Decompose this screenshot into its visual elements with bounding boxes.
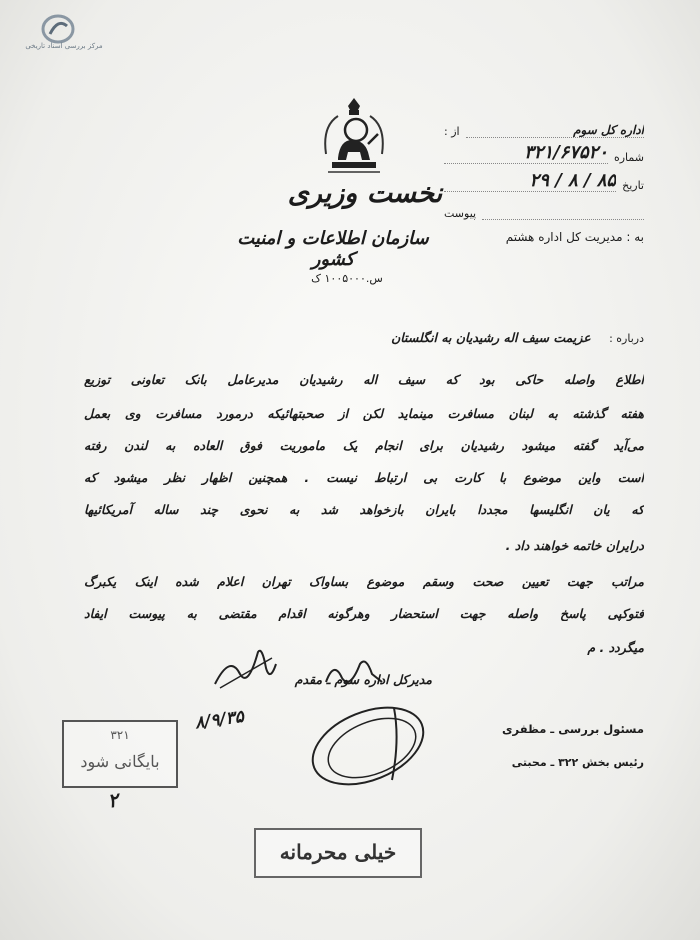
classification-stamp xyxy=(254,828,422,878)
to-value: مدیریت کل اداره هشتم xyxy=(505,230,623,244)
subject-label: درباره : xyxy=(609,332,644,345)
letterhead-subtitle: سازمان اطلاعات و امنیت کشور xyxy=(237,228,429,270)
handwritten-date: ۸/۹/۳۵ xyxy=(193,706,246,734)
body-line: اطلاع واصله حاکی بود که سیف اله رشیدیان مدیرعامل بانک تعاونی توزیع xyxy=(84,372,644,387)
number-label: شماره xyxy=(613,151,644,164)
large-signature xyxy=(296,690,436,800)
body-line: میگردد . م xyxy=(587,640,644,655)
date-label: تاریخ xyxy=(622,179,644,192)
number-field xyxy=(444,142,644,164)
body-line: فتوکپی پاسخ واصله جهت استحضار وهرگونه اقدام مقتضی به پیوست ایفاد xyxy=(84,606,644,621)
attachment-label: پیوست xyxy=(444,207,477,220)
section-head-line: رئیس بخش ۳۲۲ ـ محبتی xyxy=(511,756,644,769)
archive-stamp-number: ۳۲۱ xyxy=(110,728,130,742)
date-field xyxy=(444,170,644,192)
director-signature-line: مدیرکل اداره سوم ـ مقدم xyxy=(294,672,432,687)
body-line: هفته گذشته به لبنان مسافرت مینماید لکن از صحبتهائیکه درمورد مسافرت وی بعمل xyxy=(84,406,644,421)
from-label: از : xyxy=(444,125,460,138)
archive-logo-icon xyxy=(40,14,76,44)
handwritten-number: ۲ xyxy=(106,789,121,813)
officer-line: مسئول بررسی ـ مظفری xyxy=(502,722,644,736)
subject-text: عزیمت سیف اله رشیدیان به انگلستان xyxy=(391,330,591,345)
from-field xyxy=(444,116,644,138)
watermark-text: مرکز بررسی اسناد تاریخی xyxy=(25,42,103,50)
classification-stamp-text: خیلی محرمانه xyxy=(279,840,397,864)
body-line: که یان انگلیسها مجددا بایران بازخواهد شد به نحوی چند ساله آمریکائیها xyxy=(84,502,644,517)
letterhead-code: س.۱۰۰۵۰۰۰ ک xyxy=(311,272,383,285)
archive-stamp xyxy=(62,720,178,788)
body-line: مراتب جهت تعیین صحت وسقم موضوع بساواک تهران اعلام شده اینک یکبرگ xyxy=(84,574,644,589)
archive-stamp-text: بایگانی شود xyxy=(80,752,160,771)
body-line: می‌آید گفته میشود رشیدیان برای انجام یک ماموریت فوق العاده به لندن رفته xyxy=(84,438,644,453)
attachment-field xyxy=(444,198,644,220)
attachment-value xyxy=(482,219,644,220)
body-line: درایران خاتمه خواهند داد . xyxy=(505,538,644,553)
lion-and-sun-emblem-icon xyxy=(318,96,390,182)
recipient-line xyxy=(384,230,644,244)
from-value: اداره کل سوم xyxy=(466,123,644,138)
date-value: ۲۹ / ۸ / ۸۵ xyxy=(444,170,616,192)
subject-line xyxy=(224,330,644,345)
body-line: است واین موضوع با کارت بی ارتباط نیست . همچنین اظهار نظر میشود که xyxy=(84,470,644,485)
number-value: ۳۲۱/۶۷۵۲۰ xyxy=(444,142,608,164)
to-label: به : xyxy=(626,230,644,244)
letterhead-title: نخست وزیری xyxy=(287,178,443,209)
